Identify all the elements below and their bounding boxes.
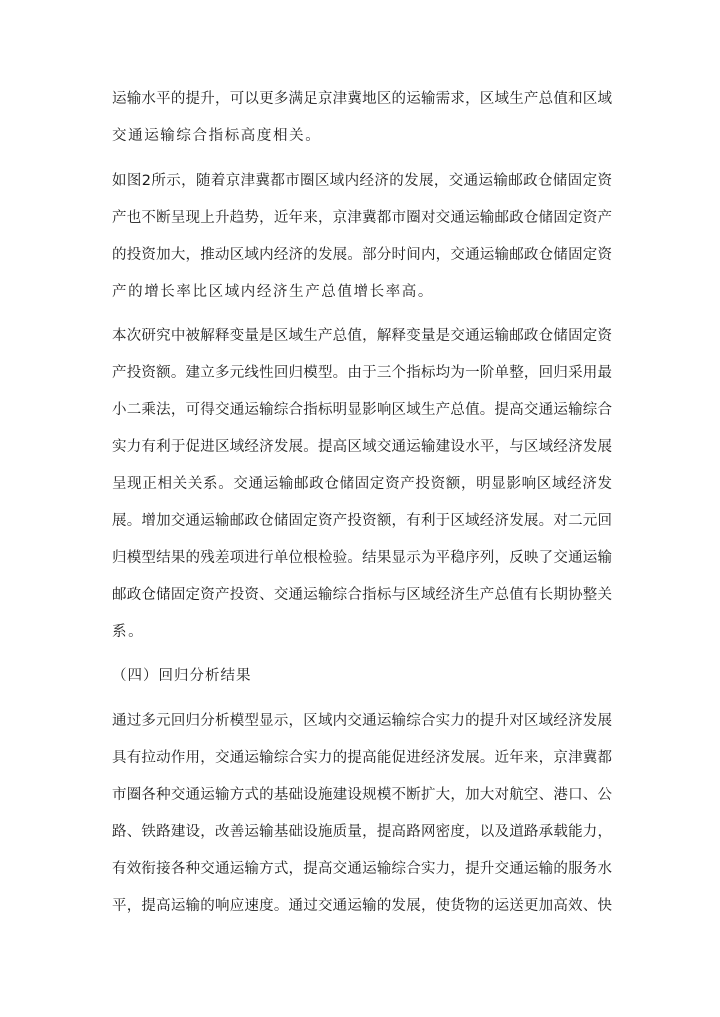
text-line: 实力有利于促进区域经济发展。提高区域交通运输建设水平，与区域经济发展 [112,439,612,455]
text-line: 产的增长率比区域内经济生产总值增长率高。 [112,284,434,300]
text-line: 运输水平的提升，可以更多满足京津冀地区的运输需求，区域生产总值和区域 [112,91,612,107]
text-line: 系。 [112,624,145,640]
text-line: 的投资加大，推动区域内经济的发展。部分时间内，交通运输邮政仓储固定资 [112,247,612,263]
text-line: 市圈各种交通运输方式的基础设施建设规模不断扩大，加大对航空、港口、公 [112,787,612,803]
text-line: 有效衔接各种交通运输方式，提高交通运输综合实力，提升交通运输的服务水 [112,861,612,877]
text-line: 产也不断呈现上升趋势，近年来，京津冀都市圈对交通运输邮政仓储固定资产 [112,210,612,226]
text-line: 小二乘法，可得交通运输综合指标明显影响区域生产总值。提高交通运输综合 [112,402,612,418]
text-line: 交通运输综合指标高度相关。 [112,128,322,144]
text-line: 具有拉动作用，交通运输综合实力的提高能促进经济发展。近年来，京津冀都 [112,750,612,766]
text-line: 产投资额。建立多元线性回归模型。由于三个指标均为一阶单整，回归采用最 [112,365,612,381]
text-line: 平，提高运输的响应速度。通过交通运输的发展，使货物的运送更加高效、快 [112,898,612,914]
text-line: 邮政仓储固定资产投资、交通运输综合指标与区域经济生产总值有长期协整关 [112,587,612,603]
text-line: 归模型结果的残差项进行单位根检验。结果显示为平稳序列，反映了交通运输 [112,550,612,566]
text-line: 路、铁路建设，改善运输基础设施质量，提高路网密度，以及道路承载能力， [112,824,612,840]
text-line: 本次研究中被解释变量是区域生产总值，解释变量是交通运输邮政仓储固定资 [112,328,612,344]
section-heading: （四）回归分析结果 [112,668,252,684]
text-line: 展。增加交通运输邮政仓储固定资产投资额，有利于区域经济发展。对二元回 [112,513,612,529]
text-line: 如图2所示，随着京津冀都市圈区域内经济的发展，交通运输邮政仓储固定资 [112,173,612,189]
text-line: 通过多元回归分析模型显示，区域内交通运输综合实力的提升对区域经济发展 [112,713,612,729]
text-line: 呈现正相关关系。交通运输邮政仓储固定资产投资额，明显影响区域经济发 [112,476,612,492]
